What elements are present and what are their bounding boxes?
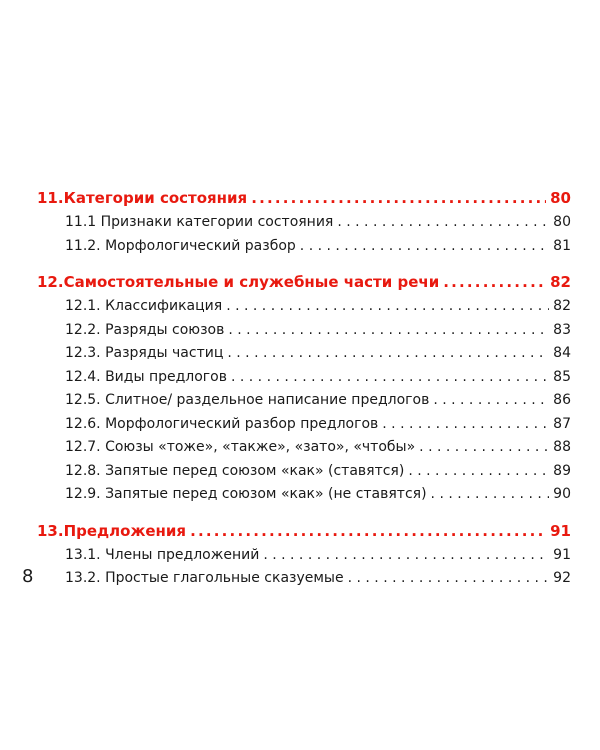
dot-leader xyxy=(231,366,549,390)
entry-page: 88 xyxy=(553,439,571,455)
toc-entry[interactable] xyxy=(37,389,571,413)
toc-entry[interactable] xyxy=(37,483,571,507)
toc-entry[interactable] xyxy=(37,342,571,366)
entry-title: 13.1. Члены предложений xyxy=(65,546,260,563)
entry-page: 85 xyxy=(553,368,571,385)
entry-page: 81 xyxy=(553,237,571,254)
entry-title: 13.2. Простые глагольные сказуемые xyxy=(65,570,344,586)
entry-page: 92 xyxy=(553,570,571,586)
entry-page: 86 xyxy=(553,392,571,408)
section-title: Категории состояния xyxy=(63,189,248,207)
dot-leader xyxy=(382,413,549,437)
toc-entry[interactable] xyxy=(37,295,571,319)
entry-title: 12.3. Разряды частиц xyxy=(65,345,224,361)
entry-title: 12.9. Запятые перед союзом «как» (не ставятся) xyxy=(65,486,427,502)
section-title: Предложения xyxy=(63,521,187,540)
toc-entry[interactable] xyxy=(37,567,571,591)
dot-leader xyxy=(408,460,549,484)
section-page: 82 xyxy=(550,273,571,291)
entry-title: 12.6. Морфологический разбор предлогов xyxy=(65,415,379,432)
dot-leader xyxy=(190,519,546,544)
section-number: 13. xyxy=(37,521,64,540)
section-page: 91 xyxy=(550,521,571,540)
section-title: Самостоятельные и служебные части речи xyxy=(63,273,440,291)
toc-entry[interactable] xyxy=(37,211,571,235)
entry-page: 80 xyxy=(553,214,571,230)
entry-title: 11.1 Признаки категории состояния xyxy=(65,214,334,230)
entry-title: 11.2. Морфологический разбор xyxy=(65,237,296,254)
dot-leader xyxy=(433,389,549,413)
entry-page: 83 xyxy=(553,321,571,338)
toc-entry[interactable] xyxy=(37,413,571,437)
entry-title: 12.5. Слитное/ раздельное написание предлогов xyxy=(65,392,430,408)
dot-leader xyxy=(251,186,546,211)
entry-title: 12.4. Виды предлогов xyxy=(65,368,227,385)
dot-leader xyxy=(419,436,549,460)
toc-heading[interactable] xyxy=(37,270,571,295)
entry-page: 82 xyxy=(553,298,571,314)
page-number: 8 xyxy=(22,566,34,587)
section-number: 11. xyxy=(37,189,64,207)
entry-page: 91 xyxy=(553,546,571,563)
dot-leader xyxy=(263,544,549,568)
dot-leader xyxy=(226,295,549,319)
dot-leader xyxy=(431,483,550,507)
section-page: 80 xyxy=(550,189,571,207)
dot-leader xyxy=(443,270,546,295)
toc-heading[interactable] xyxy=(37,186,571,211)
dot-leader xyxy=(337,211,549,235)
dot-leader xyxy=(227,342,549,366)
toc-entry[interactable] xyxy=(37,366,571,390)
entry-title: 12.2. Разряды союзов xyxy=(65,321,225,338)
entry-page: 90 xyxy=(553,486,571,502)
dot-leader xyxy=(300,235,549,259)
entry-title: 12.8. Запятые перед союзом «как» (ставятся) xyxy=(65,462,405,479)
toc-entry[interactable] xyxy=(37,544,571,568)
toc-entry[interactable] xyxy=(37,460,571,484)
toc-section xyxy=(37,186,571,258)
dot-leader xyxy=(228,319,549,343)
entry-page: 84 xyxy=(553,345,571,361)
table-of-contents xyxy=(37,186,571,603)
toc-section xyxy=(37,519,571,591)
section-number: 12. xyxy=(37,273,64,291)
entry-title: 12.1. Классификация xyxy=(65,298,223,314)
entry-title: 12.7. Союзы «тоже», «также», «зато», «чтобы» xyxy=(65,439,416,455)
toc-section xyxy=(37,270,571,507)
toc-entry[interactable] xyxy=(37,436,571,460)
entry-page: 87 xyxy=(553,415,571,432)
dot-leader xyxy=(348,567,550,591)
toc-heading[interactable] xyxy=(37,519,571,544)
toc-entry[interactable] xyxy=(37,235,571,259)
entry-page: 89 xyxy=(553,462,571,479)
toc-entry[interactable] xyxy=(37,319,571,343)
